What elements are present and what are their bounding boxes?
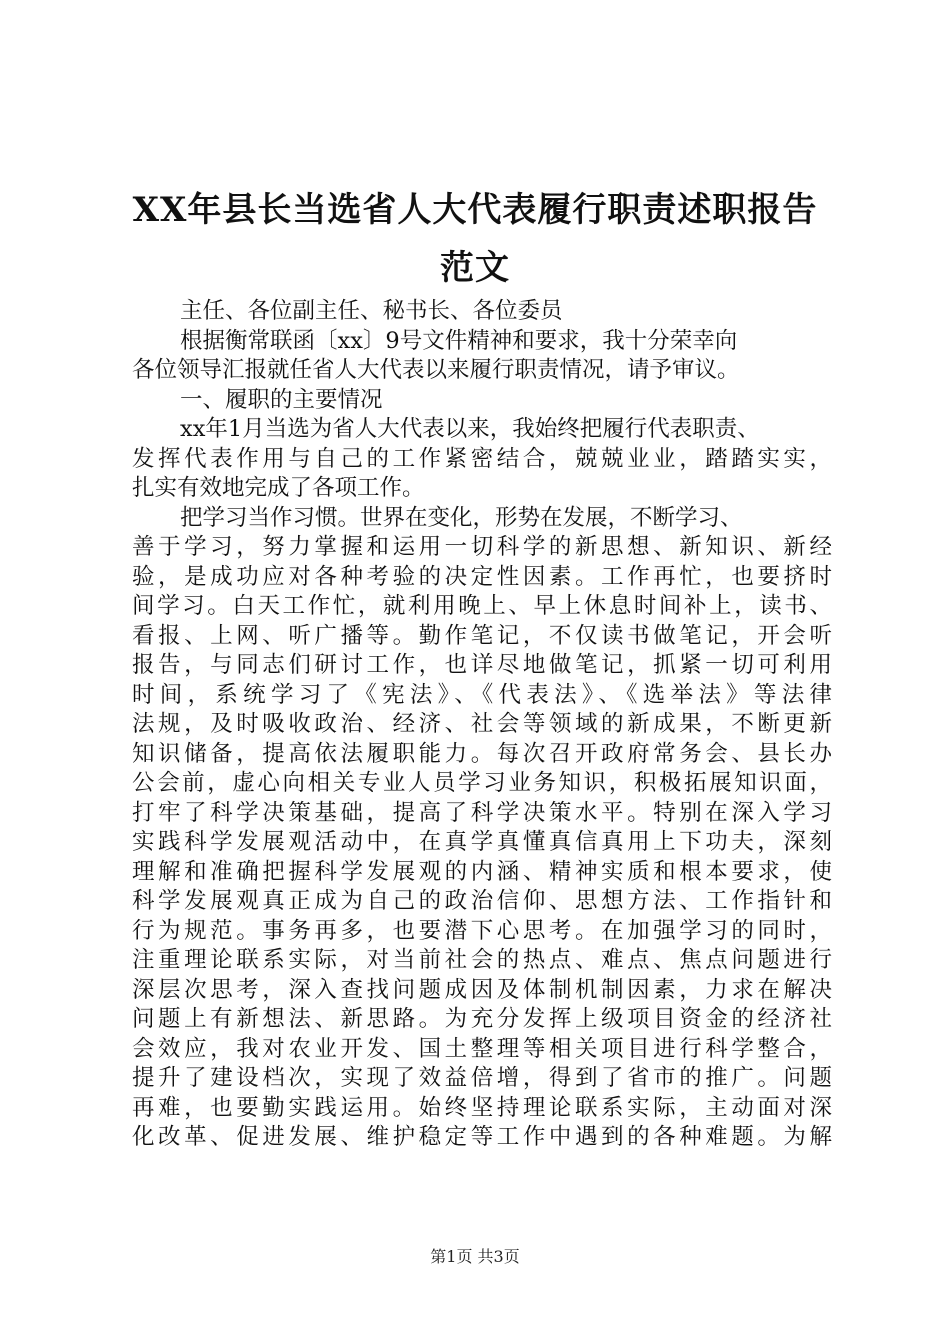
body-line: 善于学习，努力掌握和运用一切科学的新思想、新知识、新经 [132, 534, 832, 560]
body-line: 知识储备，提高依法履职能力。每次召开政府常务会、县长办 [132, 740, 832, 767]
body-line: 扎实有效地完成了各项工作。 [132, 475, 425, 501]
document-body [132, 297, 832, 1153]
body-line: 间学习。白天工作忙，就利用晚上、早上休息时间补上，读书、 [132, 593, 832, 619]
body-line: 各位领导汇报就任省人大代表以来履行职责情况，请予审议。 [132, 357, 740, 383]
body-line: xx年1月当选为省人大代表以来，我始终把履行代表职责、 [180, 416, 760, 442]
document-title-line1: XX年县长当选省人大代表履行职责述职报告 [132, 190, 818, 230]
body-line: 注重理论联系实际，对当前社会的热点、难点、焦点问题进行 [132, 947, 832, 973]
body-line: 化改革、促进发展、维护稳定等工作中遇到的各种难题。为解 [132, 1124, 832, 1150]
body-line: 提升了建设档次，实现了效益倍增，得到了省市的推广。问题 [132, 1065, 832, 1091]
body-line: 看报、上网、听广播等。勤作笔记，不仅读书做笔记，开会听 [132, 622, 832, 649]
body-line: 发挥代表作用与自己的工作紧密结合，兢兢业业，踏踏实实， [132, 445, 832, 472]
body-line: 再难，也要勤实践运用。始终坚持理论联系实际，主动面对深 [132, 1094, 832, 1121]
body-line: 问题上有新想法、新思路。为充分发挥上级项目资金的经济社 [132, 1006, 832, 1032]
body-line: 科学发展观真正成为自己的政治信仰、思想方法、工作指针和 [132, 888, 832, 914]
body-line: 公会前，虚心向相关专业人员学习业务知识，积极拓展知识面， [132, 770, 832, 796]
body-line: 理解和准确把握科学发展观的内涵、精神实质和根本要求，使 [132, 858, 832, 885]
body-line: 时间，系统学习了《宪法》、《代表法》、《选举法》等法律 [132, 681, 832, 708]
body-line: 行为规范。事务再多，也要潜下心思考。在加强学习的同时， [132, 917, 832, 944]
body-line: 会效应，我对农业开发、国土整理等相关项目进行科学整合， [132, 1035, 832, 1062]
body-line: 打牢了科学决策基础，提高了科学决策水平。特别在深入学习 [132, 799, 832, 826]
body-line: 报告，与同志们研讨工作，也详尽地做笔记，抓紧一切可利用 [132, 652, 832, 678]
body-line: 根据衡常联函〔xx〕9号文件精神和要求，我十分荣幸向 [180, 327, 738, 354]
body-line: 验，是成功应对各种考验的决定性因素。工作再忙，也要挤时 [132, 563, 832, 590]
page-number-footer: 第1页 共3页 [430, 1247, 520, 1266]
body-line: 把学习当作习惯。世界在变化，形势在发展，不断学习、 [180, 504, 743, 531]
body-line: 主任、各位副主任、秘书长、各位委员 [180, 298, 563, 324]
body-line: 实践科学发展观活动中，在真学真懂真信真用上下功夫，深刻 [132, 829, 832, 855]
section-heading: 一、履职的主要情况 [180, 386, 383, 413]
body-line: 深层次思考，深入查找问题成因及体制机制因素，力求在解决 [132, 976, 832, 1003]
body-line: 法规，及时吸收政治、经济、社会等领域的新成果，不断更新 [132, 711, 832, 737]
document-title-line2: 范文 [440, 248, 510, 288]
